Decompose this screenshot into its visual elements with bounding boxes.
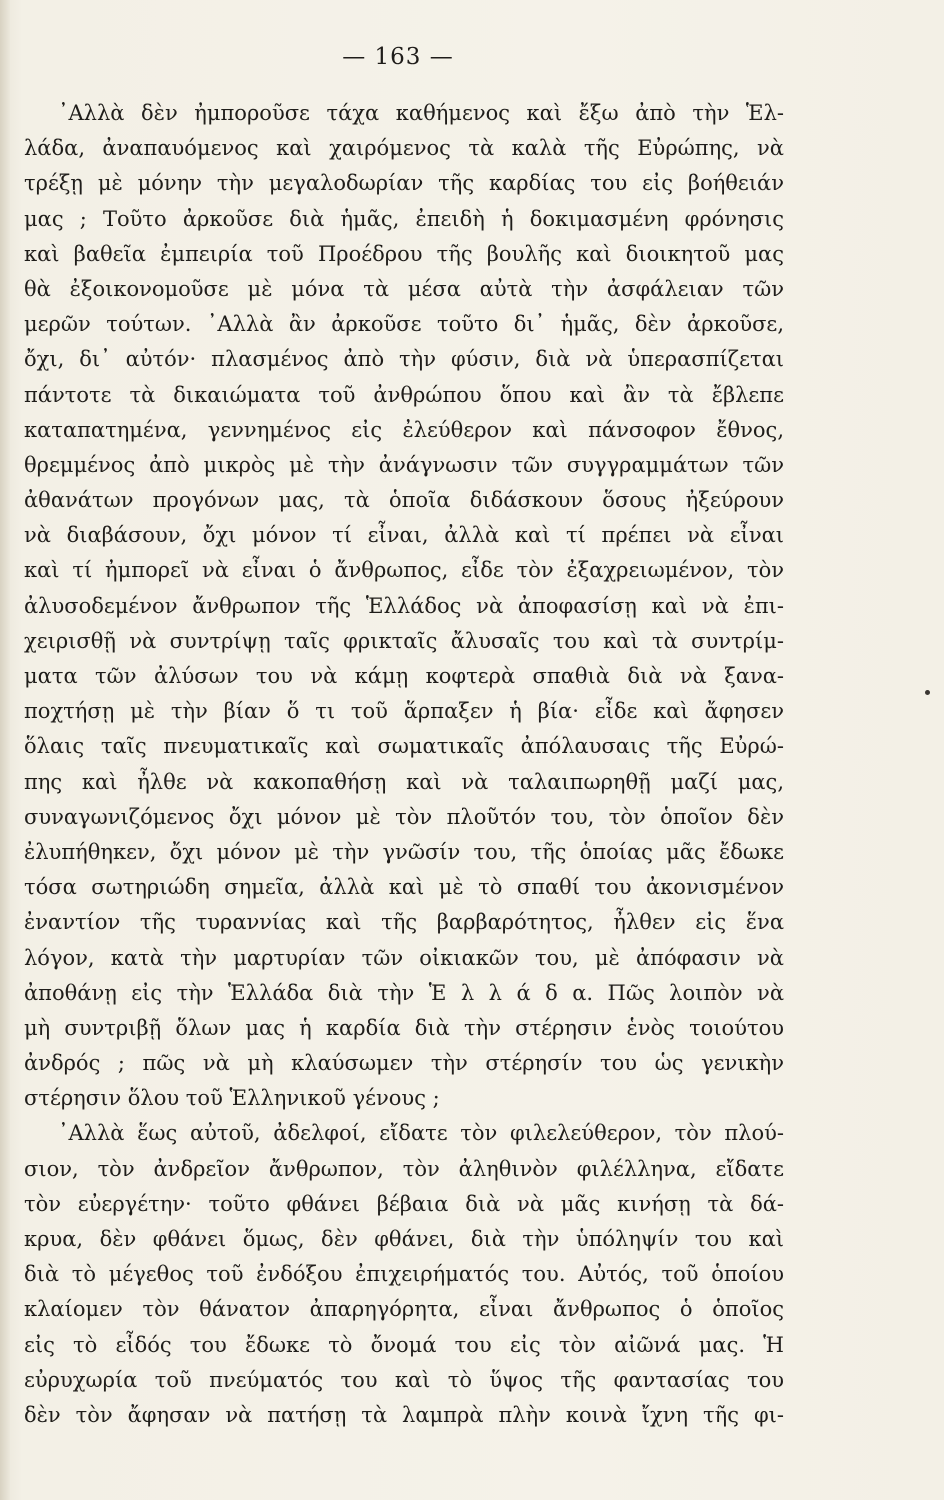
text-line: ἐναντίον τῆς τυραννίας καὶ τῆς βαρβαρότητος, ἦλθεν εἰς ἕνα [24,910,784,935]
text-line: πης καὶ ἦλθε νὰ κακοπαθήσῃ καὶ νὰ ταλαιπωρηθῇ μαζί μας, [24,769,784,794]
text-line: λάδα, ἀναπαυόμενος καὶ χαιρόμενος τὰ καλὰ τῆς Εὐρώπης, νὰ [24,136,784,161]
text-line: νὰ διαβάσουν, ὄχι μόνον τί εἶναι, ἀλλὰ καὶ τί πρέπει νὰ εἶναι [24,523,784,548]
text-line: συναγωνιζόμενος ὄχι μόνον μὲ τὸν πλοῦτόν του, τὸν ὁποῖον δὲν [24,804,784,829]
text-line: πάντοτε τὰ δικαιώματα τοῦ ἀνθρώπου ὅπου καὶ ἂν τὰ ἔβλεπε [24,382,784,407]
text-line: καὶ βαθεῖα ἐμπειρία τοῦ Προέδρου τῆς βουλῆς καὶ διοικητοῦ μας [24,241,784,266]
text-line: ἀνδρός ; πῶς νὰ μὴ κλαύσωμεν τὴν στέρησίν του ὡς γενικὴν [24,1051,784,1076]
text-line: δὲν τὸν ἄφησαν νὰ πατήσῃ τὰ λαμπρὰ πλὴν κοινὰ ἴχνη τῆς φι- [24,1402,784,1427]
text-line: μας ; Τοῦτο ἀρκοῦσε διὰ ἡμᾶς, ἐπειδὴ ἡ δοκιμασμένη φρόνησις [24,206,784,231]
text-line: καὶ τί ἠμπορεῖ νὰ εἶναι ὁ ἄνθρωπος, εἶδε τὸν ἐξαχρειωμένον, τὸν [24,558,784,583]
text-line: ἐλυπήθηκεν, ὄχι μόνον μὲ τὴν γνῶσίν του, τῆς ὁποίας μᾶς ἔδωκε [24,839,784,864]
text-line: ἀλυσοδεμένον ἄνθρωπον τῆς Ἑλλάδος νὰ ἀποφασίσῃ καὶ νὰ ἐπι- [24,593,784,618]
text-line: ὅλαις ταῖς πνευματικαῖς καὶ σωματικαῖς ἀπόλαυσαις τῆς Εὐρώ- [24,734,784,759]
text-line: χειρισθῇ νὰ συντρίψῃ ταῖς φρικταῖς ἄλυσαῖς του καὶ τὰ συντρίμ- [24,628,784,653]
ink-speck-mark [925,690,930,695]
text-line: ἀθανάτων προγόνων μας, τὰ ὁποῖα διδάσκουν ὅσους ἠξεύρουν [24,488,784,513]
text-line: θρεμμένος ἀπὸ μικρὸς μὲ τὴν ἀνάγνωσιν τῶν συγγραμμάτων τῶν [24,452,784,477]
text-line: ὄχι, δι᾿ αὐτόν· πλασμένος ἀπὸ τὴν φύσιν, διὰ νὰ ὑπερασπίζεται [24,347,784,372]
text-line: κλαίομεν τὸν θάνατον ἀπαρηγόρητα, εἶναι ἄνθρωπος ὁ ὁποῖος [24,1297,784,1322]
text-line-paragraph-end: στέρησιν ὅλου τοῦ Ἑλληνικοῦ γένους ; [24,1086,440,1111]
text-line: εἰς τὸ εἶδός του ἔδωκε τὸ ὄνομά του εἰς τὸν αἰῶνά μας. Ἡ [24,1332,784,1357]
page-spine-shadow [0,0,10,1500]
text-line: τρέξῃ μὲ μόνην τὴν μεγαλοδωρίαν τῆς καρδίας του εἰς βοήθειάν [24,171,784,196]
text-line: εὐρυχωρία τοῦ πνεύματός του καὶ τὸ ὕψος τῆς φαντασίας του [24,1367,784,1392]
text-line: τόσα σωτηριώδη σημεῖα, ἀλλὰ καὶ μὲ τὸ σπαθί του ἀκονισμένον [24,875,784,900]
text-line: μερῶν τούτων. ᾿Αλλὰ ἂν ἀρκοῦσε τοῦτο δι᾿ ἡμᾶς, δὲν ἀρκοῦσε, [24,312,784,337]
text-line: καταπατημένα, γεννημένος εἰς ἐλεύθερον καὶ πάνσοφον ἔθνος, [24,417,784,442]
text-line: τὸν εὐεργέτην· τοῦτο φθάνει βέβαια διὰ νὰ μᾶς κινήσῃ τὰ δά- [24,1191,784,1216]
text-line: ἀποθάνῃ εἰς τὴν Ἑλλάδα διὰ τὴν Ἑ λ λ ά δ α. Πῶς λοιπὸν νὰ [24,980,784,1005]
page-number: — 163 — [342,44,454,70]
text-line: ποχτήσῃ μὲ τὴν βίαν ὅ τι τοῦ ἅρπαξεν ἡ βία· εἶδε καὶ ἄφησεν [24,699,784,724]
text-line: κρυα, δὲν φθάνει ὅμως, δὲν φθάνει, διὰ τὴν ὑπόληψίν του καὶ [24,1227,784,1251]
body-text [24,96,784,1433]
text-line: ᾿Αλλὰ δὲν ἠμποροῦσε τάχα καθήμενος καὶ ἔξω ἀπὸ τὴν Ἑλ- [58,101,784,125]
text-line: μὴ συντριβῇ ὅλων μας ἡ καρδία διὰ τὴν στέρησιν ἑνὸς τοιούτου [24,1015,784,1040]
text-line: ματα τῶν ἀλύσων του νὰ κάμῃ κοφτερὰ σπαθιὰ διὰ νὰ ξανα- [24,664,784,688]
text-line-paragraph-start: ᾿Αλλὰ ἕως αὐτοῦ, ἀδελφοί, εἴδατε τὸν φιλελεύθερον, τὸν πλού- [58,1121,784,1146]
text-line: διὰ τὸ μέγεθος τοῦ ἐνδόξου ἐπιχειρήματός του. Αὐτός, τοῦ ὁποίου [24,1262,784,1287]
text-line: σιον, τὸν ἀνδρεῖον ἄνθρωπον, τὸν ἀληθινὸν φιλέλληνα, εἴδατε [24,1156,784,1181]
text-line: λόγον, κατὰ τὴν μαρτυρίαν τῶν οἰκιακῶν του, μὲ ἀπόφασιν νὰ [24,945,784,970]
text-line: θὰ ἐξοικονομοῦσε μὲ μόνα τὰ μέσα αὐτὰ τὴν ἀσφάλειαν τῶν [24,276,784,301]
